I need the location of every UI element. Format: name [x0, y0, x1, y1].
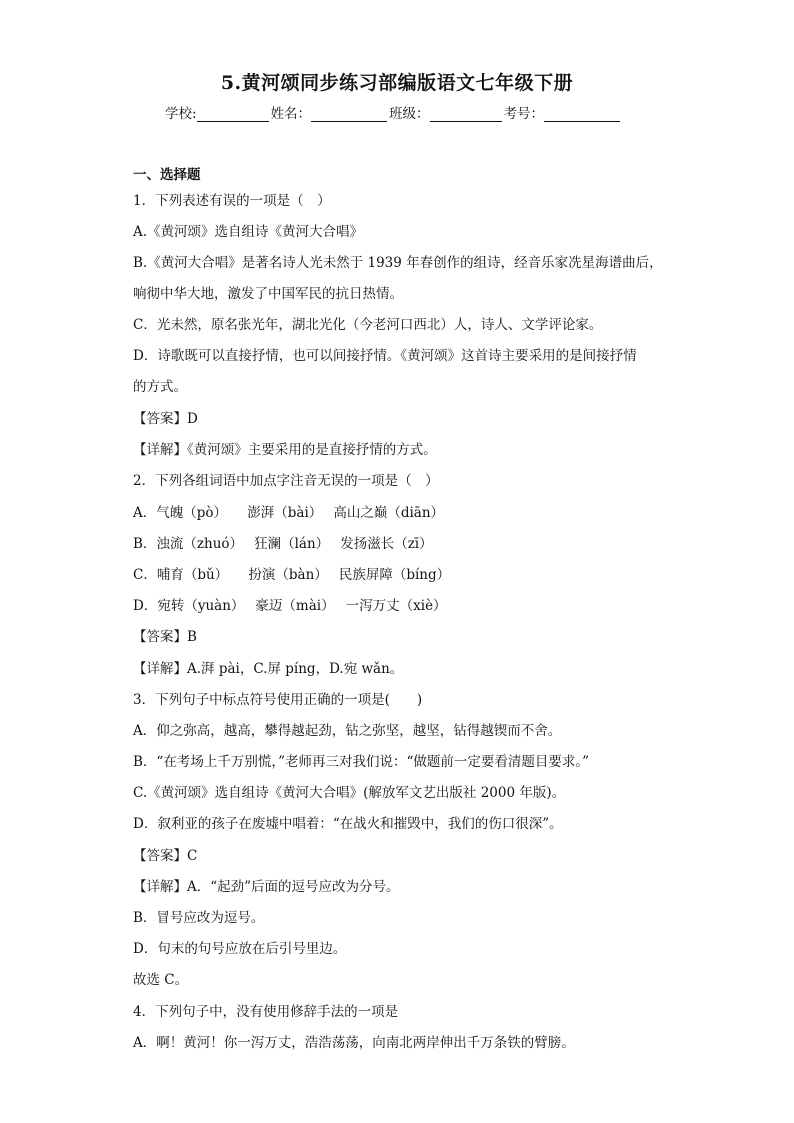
number-label: 考号： [503, 106, 545, 122]
text-line: D．诗歌既可以直接抒情，也可以间接抒情。《黄河颂》这首诗主要采用的是间接抒情 [133, 348, 637, 364]
text-line: B．浊流（zhuó） 狂澜（lán） 发扬滋长（zī） [133, 536, 433, 552]
text-line: A．仰之弥高，越高，攀得越起劲，钻之弥坚，越坚，钻得越锲而不舍。 [133, 723, 562, 739]
text-line: A.《黄河颂》选自组诗《黄河大合唱》 [133, 224, 364, 240]
class-blank[interactable] [430, 107, 502, 122]
answer-line: 【答案】C [133, 848, 198, 864]
text-line: 1．下列表述有误的一项是（ ） [133, 193, 331, 209]
text-line: 响彻中华大地，激发了中国军民的抗日热情。 [133, 286, 403, 302]
text-line: D．叙利亚的孩子在废墟中唱着：“在战火和摧毁中，我们的伤口很深”。 [133, 816, 563, 832]
text-line: A．啊！黄河！你一泻万丈，浩浩荡荡，向南北两岸伸出千万条铁的臂膀。 [133, 1035, 575, 1051]
text-line: 2．下列各组词语中加点字注音无误的一项是（ ） [133, 473, 439, 489]
text-line: B．“在考场上千万别慌，”老师再三对我们说：“做题前一定要看清题目要求。” [133, 754, 590, 770]
number-blank[interactable] [544, 107, 620, 122]
text-line: 故选 C。 [133, 972, 189, 988]
text-line: A．气魄（pò） 澎湃（bài） 高山之巅（diān） [133, 505, 445, 521]
text-line: D．宛转（yuàn） 豪迈（mài） 一泻万丈（xiè） [133, 598, 447, 614]
student-info-row [165, 102, 622, 122]
name-label: 姓名： [270, 106, 312, 122]
text-line: B．冒号应改为逗号。 [133, 910, 265, 926]
text-line: C．光未然，原名张光年，湖北光化（今老河口西北）人，诗人、文学评论家。 [133, 317, 603, 333]
answer-line: 【答案】B [133, 629, 197, 645]
text-line: 4．下列句子中，没有使用修辞手法的一项是 [133, 1004, 399, 1020]
explanation-line: 【详解】《黄河颂》主要采用的是直接抒情的方式。 [133, 442, 437, 458]
section-heading: 一、选择题 [133, 167, 201, 183]
text-line: D．句末的句号应放在后引号里边。 [133, 941, 347, 957]
text-line: 的方式。 [133, 379, 187, 395]
explanation-line: 【详解】A．“起劲”后面的逗号应改为分号。 [133, 879, 400, 895]
explanation-line: 【详解】A.湃 pài，C.屏 píng，D.宛 wǎn。 [133, 661, 404, 677]
text-line: B.《黄河大合唱》是著名诗人光未然于 1939 年春创作的组诗，经音乐家冼星海谱曲后， [133, 255, 663, 271]
answer-line: 【答案】D [133, 411, 198, 427]
text-line: C.《黄河颂》选自组诗《黄河大合唱》(解放军文艺出版社 2000 年版)。 [133, 785, 566, 801]
class-label: 班级： [389, 106, 430, 122]
text-line: C．哺育（bǔ） 扮演（bàn） 民族屏障（bíng） [133, 567, 451, 583]
text-line: 3．下列句子中标点符号使用正确的一项是( ) [133, 692, 423, 708]
school-blank[interactable] [197, 107, 269, 122]
page-title: 5.黄河颂同步练习部编版语文七年级下册 [220, 72, 574, 94]
name-blank[interactable] [311, 107, 387, 122]
school-label: 学校: [165, 106, 197, 122]
